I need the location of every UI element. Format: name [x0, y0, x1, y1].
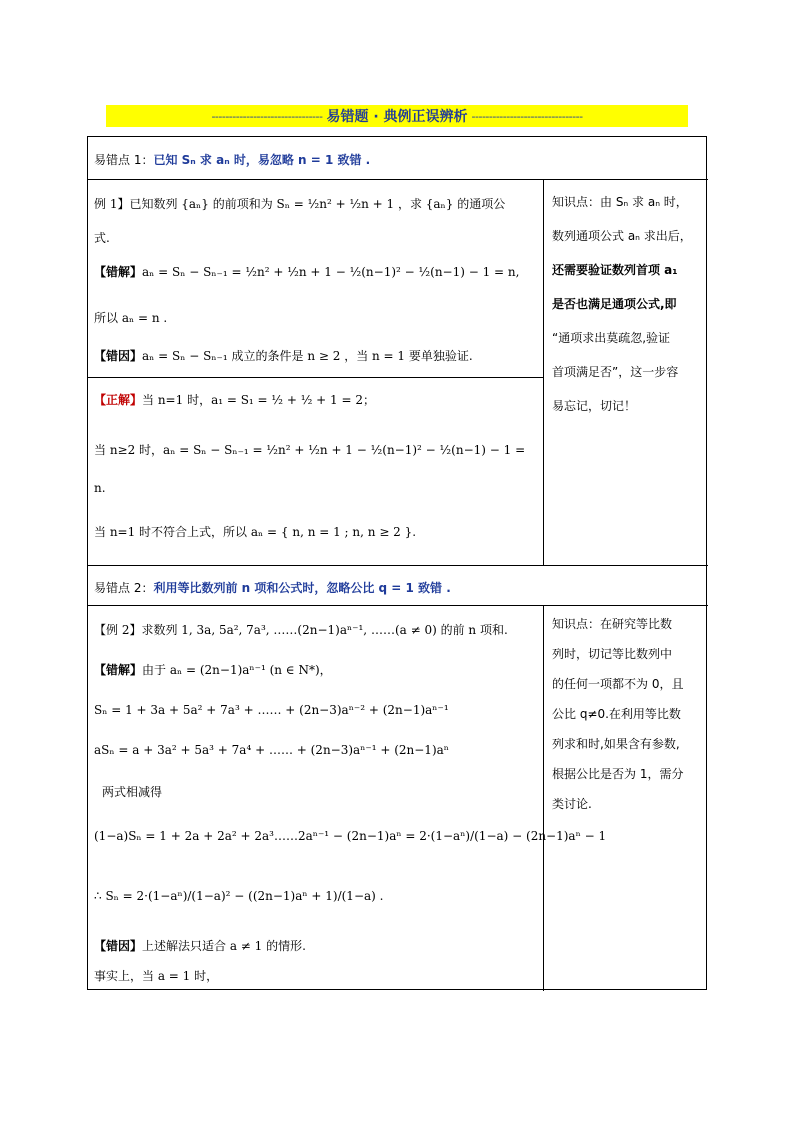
note2-line: 列求和时,如果含有参数, — [552, 737, 680, 751]
wrong-solution-line1: aₙ = Sₙ − Sₙ₋₁ = ½n² + ½n + 1 − ½(n−1)² − ½(n−1) − 1 = n, — [142, 265, 520, 279]
example2-subtract-note: 两式相减得 — [102, 785, 163, 799]
example2-equation-1: Sₙ = 1 + 3a + 5a² + 7a³ + …… + (2n−3)aⁿ⁻² + (2n−1)aⁿ⁻¹ — [94, 703, 449, 717]
section2-heading-text: 利用等比数列前 n 项和公式时，忽略公比 q = 1 致错 . — [153, 581, 451, 595]
example2-problem: 【例 2】求数列 1, 3a, 5a², 7a³, ……(2n−1)aⁿ⁻¹, ……(a ≠ 0) 的前 n 项和. — [94, 623, 508, 637]
row-divider — [88, 179, 708, 180]
note2-line: 类讨论. — [552, 797, 592, 811]
section2-heading — [94, 579, 451, 596]
note1-line: 还需要验证数列首项 a₁ — [552, 263, 678, 277]
correct-solution-line3: n. — [94, 481, 106, 495]
row-divider — [88, 605, 708, 606]
section-banner — [106, 105, 688, 127]
example2-fact: 事实上，当 a = 1 时， — [94, 969, 219, 983]
section1-heading-prefix: 易错点 1： — [94, 153, 154, 167]
error-cause-tag: 【错因】 — [94, 349, 143, 363]
banner-dashes-left: -------------------------------- — [211, 109, 323, 123]
note1-line: 是否也满足通项公式,即 — [552, 297, 677, 311]
correct-solution-line4: 当 n=1 时不符合上式，所以 aₙ = { n, n = 1 ; n, n ≥ 2 }. — [94, 525, 417, 539]
content-table — [87, 136, 707, 990]
correct-solution-tag: 【正解】 — [94, 393, 143, 407]
note2-line: 列时，切记等比数列中 — [552, 647, 673, 661]
banner-dashes-right: -------------------------------- — [471, 109, 583, 123]
wrong-solution-intro: 由于 aₙ = (2n−1)aⁿ⁻¹ (n ∈ N*)， — [142, 663, 332, 677]
note2-line: 公比 q≠0.在利用等比数 — [552, 707, 681, 721]
example2-wrong-solution — [94, 661, 332, 678]
note1-line: “通项求出莫疏忽,验证 — [552, 331, 671, 345]
example1-error-cause — [94, 347, 473, 364]
section2-heading-prefix: 易错点 2： — [94, 581, 154, 595]
row-divider — [88, 565, 708, 566]
wrong-solution-tag: 【错解】 — [94, 265, 143, 279]
correct-solution-line1: 当 n=1 时，a₁ = S₁ = ½ + ½ + 1 = 2； — [142, 393, 376, 407]
note1-line: 知识点：由 Sₙ 求 aₙ 时， — [552, 195, 688, 209]
note2-line: 的任何一项都不为 0，且 — [552, 677, 684, 691]
banner-title: 易错题 · 典例正误辨析 — [326, 109, 468, 125]
note1-line: 首项满足否”，这一步容 — [552, 365, 679, 379]
example2-equation-2: aSₙ = a + 3a² + 5a³ + 7a⁴ + …… + (2n−3)aⁿ⁻¹ + (2n−1)aⁿ — [94, 743, 449, 757]
example2-error-cause — [94, 937, 306, 954]
error-cause-tag: 【错因】 — [94, 939, 143, 953]
error-cause-text: aₙ = Sₙ − Sₙ₋₁ 成立的条件是 n ≥ 2 ，当 n = 1 要单独验证. — [142, 349, 473, 363]
column-divider — [543, 179, 544, 565]
correct-solution-line2: 当 n≥2 时，aₙ = Sₙ − Sₙ₋₁ = ½n² + ½n + 1 − ½(n−1)² − ½(n−1) − 1 = — [94, 443, 526, 457]
note1-line: 数列通项公式 aₙ 求出后， — [552, 229, 692, 243]
example1-correct-solution — [94, 391, 375, 408]
wrong-solution-tag: 【错解】 — [94, 663, 143, 677]
knowledge-note-1 — [552, 193, 702, 431]
note2-line: 根据公比是否为 1，需分 — [552, 767, 684, 781]
row-divider — [88, 377, 543, 378]
example1-problem-line1: 例 1】已知数列 {aₙ} 的前项和为 Sₙ = ½n² + ½n + 1 ，求 {aₙ} 的通项公 — [94, 197, 506, 211]
wrong-solution-line2: 所以 aₙ = n . — [94, 311, 168, 325]
column-divider — [543, 605, 544, 991]
note1-line: 易忘记，切记！ — [552, 399, 637, 413]
example1-wrong-solution — [94, 263, 519, 280]
example2-equation-4: ∴ Sₙ = 2·(1−aⁿ)/(1−a)² − ((2n−1)aⁿ + 1)/(1−a) . — [94, 889, 384, 903]
example1-problem-line2: 式. — [94, 231, 110, 245]
section1-heading — [94, 151, 370, 168]
example2-equation-3: (1−a)Sₙ = 1 + 2a + 2a² + 2a³……2aⁿ⁻¹ − (2n−1)aⁿ = 2·(1−aⁿ)/(1−a) − (2n−1)aⁿ − 1 — [94, 829, 607, 843]
knowledge-note-2 — [552, 615, 702, 825]
note2-line: 知识点：在研究等比数 — [552, 617, 673, 631]
section1-heading-text: 已知 Sₙ 求 aₙ 时，易忽略 n = 1 致错 . — [153, 153, 371, 167]
error-cause-text: 上述解法只适合 a ≠ 1 的情形. — [142, 939, 306, 953]
